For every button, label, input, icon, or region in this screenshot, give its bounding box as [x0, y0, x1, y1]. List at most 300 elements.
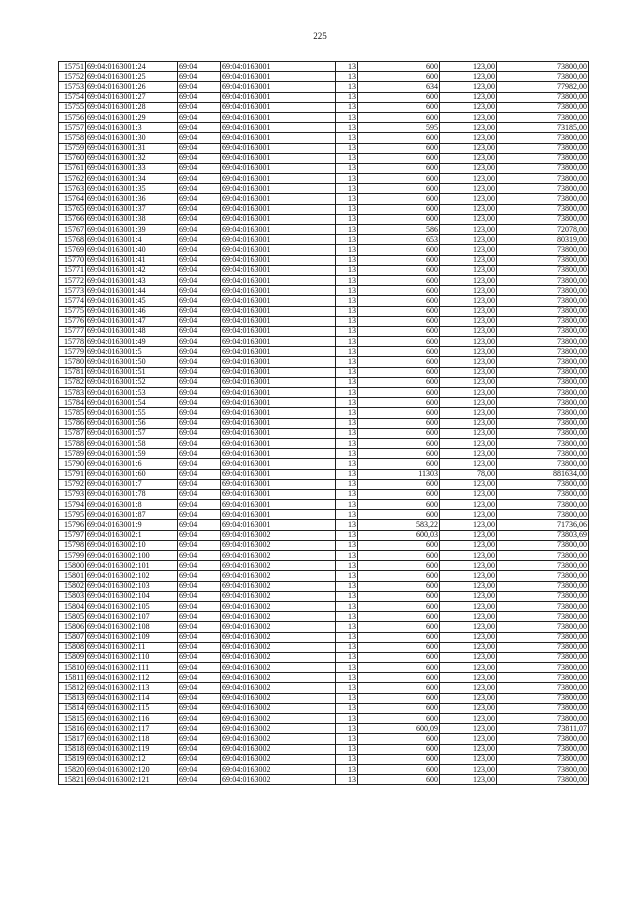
cadastral-block-cell: 69:04:0163001 [221, 225, 336, 235]
specific-value-cell: 123,00 [440, 459, 497, 469]
specific-value-cell: 123,00 [440, 632, 497, 642]
row-number-cell: 15809 [59, 652, 86, 662]
cadastral-block-cell: 69:04:0163002 [221, 632, 336, 642]
cadastral-district-cell: 69:04 [178, 469, 221, 479]
row-number-cell: 15800 [59, 561, 86, 571]
cadastral-value-cell: 73803,69 [497, 530, 589, 540]
cadastral-value-cell: 73800,00 [497, 703, 589, 713]
row-number-cell: 15760 [59, 153, 86, 163]
category-code-cell: 13 [336, 82, 358, 92]
table-row [59, 714, 589, 724]
cadastral-district-cell: 69:04 [178, 591, 221, 601]
cadastral-district-cell: 69:04 [178, 102, 221, 112]
row-number-cell: 15785 [59, 408, 86, 418]
table-row [59, 82, 589, 92]
cadastral-block-cell: 69:04:0163002 [221, 601, 336, 611]
cadastral-number-cell: 69:04:0163001:48 [86, 326, 178, 336]
category-code-cell: 13 [336, 530, 358, 540]
specific-value-cell: 123,00 [440, 642, 497, 652]
cadastral-value-cell: 73800,00 [497, 693, 589, 703]
category-code-cell: 13 [336, 337, 358, 347]
specific-value-cell: 123,00 [440, 306, 497, 316]
specific-value-cell: 123,00 [440, 184, 497, 194]
row-number-cell: 15813 [59, 693, 86, 703]
category-code-cell: 13 [336, 683, 358, 693]
row-number-cell: 15769 [59, 245, 86, 255]
cadastral-district-cell: 69:04 [178, 479, 221, 489]
table-row [59, 520, 589, 530]
cadastral-number-cell: 69:04:0163002:113 [86, 683, 178, 693]
cadastral-district-cell: 69:04 [178, 530, 221, 540]
cadastral-number-cell: 69:04:0163001:40 [86, 245, 178, 255]
category-code-cell: 13 [336, 754, 358, 764]
specific-value-cell: 123,00 [440, 357, 497, 367]
specific-value-cell: 123,00 [440, 591, 497, 601]
cadastral-number-cell: 69:04:0163001:5 [86, 347, 178, 357]
table-row [59, 540, 589, 550]
cadastral-block-cell: 69:04:0163001 [221, 398, 336, 408]
area-cell: 600 [358, 133, 440, 143]
row-number-cell: 15770 [59, 255, 86, 265]
category-code-cell: 13 [336, 275, 358, 285]
row-number-cell: 15754 [59, 92, 86, 102]
table-row [59, 601, 589, 611]
cadastral-value-cell: 73800,00 [497, 500, 589, 510]
area-cell: 11303 [358, 469, 440, 479]
cadastral-value-cell: 80319,00 [497, 235, 589, 245]
category-code-cell: 13 [336, 143, 358, 153]
cadastral-block-cell: 69:04:0163001 [221, 275, 336, 285]
cadastral-district-cell: 69:04 [178, 194, 221, 204]
cadastral-block-cell: 69:04:0163002 [221, 612, 336, 622]
table-row [59, 459, 589, 469]
cadastral-district-cell: 69:04 [178, 632, 221, 642]
cadastral-value-cell: 73800,00 [497, 275, 589, 285]
cadastral-district-cell: 69:04 [178, 123, 221, 133]
cadastral-district-cell: 69:04 [178, 754, 221, 764]
area-cell: 600 [358, 204, 440, 214]
row-number-cell: 15821 [59, 775, 86, 785]
cadastral-number-cell: 69:04:0163001:78 [86, 489, 178, 499]
cadastral-value-cell: 73800,00 [497, 398, 589, 408]
table-row [59, 163, 589, 173]
specific-value-cell: 123,00 [440, 245, 497, 255]
cadastral-district-cell: 69:04 [178, 326, 221, 336]
cadastral-district-cell: 69:04 [178, 388, 221, 398]
cadastral-number-cell: 69:04:0163001:57 [86, 428, 178, 438]
cadastral-value-cell: 73800,00 [497, 428, 589, 438]
table-row [59, 663, 589, 673]
cadastral-number-cell: 69:04:0163001:6 [86, 459, 178, 469]
cadastral-block-cell: 69:04:0163001 [221, 337, 336, 347]
table-row [59, 225, 589, 235]
specific-value-cell: 78,00 [440, 469, 497, 479]
cadastral-number-cell: 69:04:0163001:56 [86, 418, 178, 428]
specific-value-cell: 123,00 [440, 449, 497, 459]
cadastral-value-cell: 73800,00 [497, 72, 589, 82]
row-number-cell: 15775 [59, 306, 86, 316]
specific-value-cell: 123,00 [440, 571, 497, 581]
cadastral-block-cell: 69:04:0163002 [221, 775, 336, 785]
area-cell: 600 [358, 112, 440, 122]
cadastral-number-cell: 69:04:0163001:28 [86, 102, 178, 112]
cadastral-number-cell: 69:04:0163002:111 [86, 663, 178, 673]
specific-value-cell: 123,00 [440, 714, 497, 724]
row-number-cell: 15780 [59, 357, 86, 367]
specific-value-cell: 123,00 [440, 316, 497, 326]
cadastral-block-cell: 69:04:0163002 [221, 714, 336, 724]
row-number-cell: 15791 [59, 469, 86, 479]
area-cell: 600 [358, 479, 440, 489]
category-code-cell: 13 [336, 153, 358, 163]
specific-value-cell: 123,00 [440, 540, 497, 550]
table-row [59, 510, 589, 520]
row-number-cell: 15774 [59, 296, 86, 306]
specific-value-cell: 123,00 [440, 520, 497, 530]
category-code-cell: 13 [336, 235, 358, 245]
cadastral-block-cell: 69:04:0163001 [221, 316, 336, 326]
area-cell: 600 [358, 408, 440, 418]
category-code-cell: 13 [336, 112, 358, 122]
area-cell: 600 [358, 326, 440, 336]
table-row [59, 92, 589, 102]
category-code-cell: 13 [336, 612, 358, 622]
area-cell: 600 [358, 540, 440, 550]
area-cell: 600 [358, 683, 440, 693]
specific-value-cell: 123,00 [440, 764, 497, 774]
cadastral-number-cell: 69:04:0163001:39 [86, 225, 178, 235]
row-number-cell: 15757 [59, 123, 86, 133]
cadastral-value-cell: 73800,00 [497, 286, 589, 296]
cadastral-number-cell: 69:04:0163002:107 [86, 612, 178, 622]
cadastral-number-cell: 69:04:0163002:114 [86, 693, 178, 703]
specific-value-cell: 123,00 [440, 724, 497, 734]
row-number-cell: 15805 [59, 612, 86, 622]
specific-value-cell: 123,00 [440, 82, 497, 92]
table-row [59, 398, 589, 408]
category-code-cell: 13 [336, 642, 358, 652]
area-cell: 600 [358, 489, 440, 499]
cadastral-value-cell: 73800,00 [497, 143, 589, 153]
cadastral-value-cell: 73800,00 [497, 418, 589, 428]
category-code-cell: 13 [336, 388, 358, 398]
cadastral-district-cell: 69:04 [178, 744, 221, 754]
category-code-cell: 13 [336, 225, 358, 235]
area-cell: 600 [358, 184, 440, 194]
specific-value-cell: 123,00 [440, 601, 497, 611]
table-row [59, 652, 589, 662]
specific-value-cell: 123,00 [440, 235, 497, 245]
cadastral-number-cell: 69:04:0163002:112 [86, 673, 178, 683]
cadastral-number-cell: 69:04:0163002:100 [86, 551, 178, 561]
cadastral-number-cell: 69:04:0163001:8 [86, 500, 178, 510]
category-code-cell: 13 [336, 714, 358, 724]
row-number-cell: 15767 [59, 225, 86, 235]
cadastral-district-cell: 69:04 [178, 133, 221, 143]
row-number-cell: 15783 [59, 388, 86, 398]
cadastral-value-cell: 73800,00 [497, 214, 589, 224]
cadastral-number-cell: 69:04:0163001:4 [86, 235, 178, 245]
specific-value-cell: 123,00 [440, 408, 497, 418]
cadastral-block-cell: 69:04:0163002 [221, 734, 336, 744]
cadastral-value-cell: 73185,00 [497, 123, 589, 133]
row-number-cell: 15802 [59, 581, 86, 591]
category-code-cell: 13 [336, 744, 358, 754]
table-row [59, 703, 589, 713]
specific-value-cell: 123,00 [440, 622, 497, 632]
area-cell: 600 [358, 459, 440, 469]
row-number-cell: 15812 [59, 683, 86, 693]
area-cell: 600 [358, 632, 440, 642]
table-row [59, 724, 589, 734]
area-cell: 600 [358, 163, 440, 173]
cadastral-block-cell: 69:04:0163001 [221, 82, 336, 92]
cadastral-number-cell: 69:04:0163001:24 [86, 62, 178, 72]
table-row [59, 133, 589, 143]
cadastral-value-cell: 73800,00 [497, 754, 589, 764]
specific-value-cell: 123,00 [440, 734, 497, 744]
row-number-cell: 15773 [59, 286, 86, 296]
specific-value-cell: 123,00 [440, 479, 497, 489]
specific-value-cell: 123,00 [440, 204, 497, 214]
row-number-cell: 15778 [59, 337, 86, 347]
table-row [59, 275, 589, 285]
category-code-cell: 13 [336, 764, 358, 774]
table-row [59, 337, 589, 347]
cadastral-number-cell: 69:04:0163001:3 [86, 123, 178, 133]
table-row [59, 72, 589, 82]
category-code-cell: 13 [336, 601, 358, 611]
cadastral-number-cell: 69:04:0163001:54 [86, 398, 178, 408]
cadastral-number-cell: 69:04:0163001:41 [86, 255, 178, 265]
cadastral-district-cell: 69:04 [178, 367, 221, 377]
category-code-cell: 13 [336, 92, 358, 102]
cadastral-district-cell: 69:04 [178, 540, 221, 550]
row-number-cell: 15799 [59, 551, 86, 561]
cadastral-block-cell: 69:04:0163001 [221, 62, 336, 72]
cadastral-value-cell: 73800,00 [497, 652, 589, 662]
row-number-cell: 15756 [59, 112, 86, 122]
row-number-cell: 15795 [59, 510, 86, 520]
cadastral-value-cell: 73800,00 [497, 551, 589, 561]
category-code-cell: 13 [336, 62, 358, 72]
cadastral-number-cell: 69:04:0163001:43 [86, 275, 178, 285]
cadastral-block-cell: 69:04:0163002 [221, 591, 336, 601]
category-code-cell: 13 [336, 326, 358, 336]
cadastral-district-cell: 69:04 [178, 612, 221, 622]
table-row [59, 734, 589, 744]
cadastral-block-cell: 69:04:0163001 [221, 449, 336, 459]
row-number-cell: 15782 [59, 377, 86, 387]
area-cell: 600 [358, 754, 440, 764]
cadastral-district-cell: 69:04 [178, 82, 221, 92]
cadastral-district-cell: 69:04 [178, 622, 221, 632]
cadastral-block-cell: 69:04:0163002 [221, 540, 336, 550]
area-cell: 600 [358, 601, 440, 611]
cadastral-number-cell: 69:04:0163002:11 [86, 642, 178, 652]
table-row [59, 143, 589, 153]
specific-value-cell: 123,00 [440, 673, 497, 683]
row-number-cell: 15789 [59, 449, 86, 459]
table-row [59, 357, 589, 367]
category-code-cell: 13 [336, 204, 358, 214]
table-row [59, 112, 589, 122]
area-cell: 600 [358, 367, 440, 377]
cadastral-district-cell: 69:04 [178, 438, 221, 448]
cadastral-district-cell: 69:04 [178, 408, 221, 418]
table-row [59, 530, 589, 540]
cadastral-number-cell: 69:04:0163002:109 [86, 632, 178, 642]
cadastral-district-cell: 69:04 [178, 255, 221, 265]
category-code-cell: 13 [336, 693, 358, 703]
cadastral-block-cell: 69:04:0163001 [221, 245, 336, 255]
cadastral-block-cell: 69:04:0163002 [221, 703, 336, 713]
cadastral-number-cell: 69:04:0163002:1 [86, 530, 178, 540]
row-number-cell: 15798 [59, 540, 86, 550]
cadastral-value-cell: 73800,00 [497, 204, 589, 214]
cadastral-value-cell: 73800,00 [497, 775, 589, 785]
cadastral-number-cell: 69:04:0163001:30 [86, 133, 178, 143]
cadastral-block-cell: 69:04:0163001 [221, 265, 336, 275]
row-number-cell: 15817 [59, 734, 86, 744]
area-cell: 600 [358, 153, 440, 163]
category-code-cell: 13 [336, 357, 358, 367]
cadastral-value-cell: 73800,00 [497, 612, 589, 622]
category-code-cell: 13 [336, 72, 358, 82]
cadastral-district-cell: 69:04 [178, 489, 221, 499]
cadastral-block-cell: 69:04:0163001 [221, 153, 336, 163]
table-row [59, 286, 589, 296]
cadastral-district-cell: 69:04 [178, 306, 221, 316]
table-row [59, 754, 589, 764]
area-cell: 600,09 [358, 724, 440, 734]
area-cell: 600 [358, 551, 440, 561]
cadastral-value-cell: 73800,00 [497, 245, 589, 255]
cadastral-district-cell: 69:04 [178, 337, 221, 347]
row-number-cell: 15814 [59, 703, 86, 713]
cadastral-district-cell: 69:04 [178, 428, 221, 438]
table-row [59, 632, 589, 642]
area-cell: 600 [358, 703, 440, 713]
category-code-cell: 13 [336, 418, 358, 428]
cadastral-district-cell: 69:04 [178, 551, 221, 561]
cadastral-number-cell: 69:04:0163002:118 [86, 734, 178, 744]
table-row [59, 500, 589, 510]
cadastral-value-cell: 73800,00 [497, 367, 589, 377]
row-number-cell: 15815 [59, 714, 86, 724]
cadastral-value-cell: 73800,00 [497, 489, 589, 499]
category-code-cell: 13 [336, 306, 358, 316]
row-number-cell: 15810 [59, 663, 86, 673]
area-cell: 600 [358, 377, 440, 387]
row-number-cell: 15776 [59, 316, 86, 326]
specific-value-cell: 123,00 [440, 530, 497, 540]
table-row [59, 683, 589, 693]
row-number-cell: 15788 [59, 438, 86, 448]
specific-value-cell: 123,00 [440, 612, 497, 622]
area-cell: 600,03 [358, 530, 440, 540]
cadastral-block-cell: 69:04:0163001 [221, 123, 336, 133]
specific-value-cell: 123,00 [440, 174, 497, 184]
cadastral-number-cell: 69:04:0163001:34 [86, 174, 178, 184]
cadastral-number-cell: 69:04:0163002:102 [86, 571, 178, 581]
cadastral-value-cell: 73800,00 [497, 174, 589, 184]
row-number-cell: 15762 [59, 174, 86, 184]
category-code-cell: 13 [336, 133, 358, 143]
cadastral-number-cell: 69:04:0163001:33 [86, 163, 178, 173]
cadastral-district-cell: 69:04 [178, 398, 221, 408]
category-code-cell: 13 [336, 163, 358, 173]
cadastral-value-cell: 73800,00 [497, 62, 589, 72]
cadastral-district-cell: 69:04 [178, 703, 221, 713]
cadastral-district-cell: 69:04 [178, 418, 221, 428]
area-cell: 600 [358, 561, 440, 571]
cadastral-block-cell: 69:04:0163001 [221, 143, 336, 153]
category-code-cell: 13 [336, 581, 358, 591]
row-number-cell: 15771 [59, 265, 86, 275]
table-row [59, 265, 589, 275]
row-number-cell: 15755 [59, 102, 86, 112]
cadastral-block-cell: 69:04:0163001 [221, 500, 336, 510]
cadastral-value-cell: 73800,00 [497, 133, 589, 143]
cadastral-value-cell: 77982,00 [497, 82, 589, 92]
row-number-cell: 15768 [59, 235, 86, 245]
cadastral-district-cell: 69:04 [178, 296, 221, 306]
cadastral-value-cell: 73800,00 [497, 357, 589, 367]
cadastral-number-cell: 69:04:0163002:108 [86, 622, 178, 632]
specific-value-cell: 123,00 [440, 163, 497, 173]
category-code-cell: 13 [336, 347, 358, 357]
row-number-cell: 15786 [59, 418, 86, 428]
category-code-cell: 13 [336, 377, 358, 387]
cadastral-value-cell: 73800,00 [497, 459, 589, 469]
cadastral-block-cell: 69:04:0163001 [221, 347, 336, 357]
cadastral-number-cell: 69:04:0163002:105 [86, 601, 178, 611]
area-cell: 600 [358, 316, 440, 326]
cadastral-value-cell: 73800,00 [497, 510, 589, 520]
cadastral-value-table [58, 61, 589, 785]
cadastral-district-cell: 69:04 [178, 163, 221, 173]
cadastral-number-cell: 69:04:0163001:47 [86, 316, 178, 326]
specific-value-cell: 123,00 [440, 438, 497, 448]
cadastral-value-cell: 73800,00 [497, 255, 589, 265]
specific-value-cell: 123,00 [440, 153, 497, 163]
row-number-cell: 15758 [59, 133, 86, 143]
specific-value-cell: 123,00 [440, 326, 497, 336]
cadastral-number-cell: 69:04:0163002:101 [86, 561, 178, 571]
specific-value-cell: 123,00 [440, 102, 497, 112]
category-code-cell: 13 [336, 724, 358, 734]
table-row [59, 479, 589, 489]
table-row [59, 408, 589, 418]
specific-value-cell: 123,00 [440, 286, 497, 296]
specific-value-cell: 123,00 [440, 418, 497, 428]
specific-value-cell: 123,00 [440, 428, 497, 438]
category-code-cell: 13 [336, 622, 358, 632]
cadastral-value-cell: 73811,07 [497, 724, 589, 734]
specific-value-cell: 123,00 [440, 510, 497, 520]
specific-value-cell: 123,00 [440, 296, 497, 306]
table-row [59, 388, 589, 398]
cadastral-value-cell: 73800,00 [497, 591, 589, 601]
area-cell: 600 [358, 265, 440, 275]
cadastral-value-cell: 73800,00 [497, 153, 589, 163]
cadastral-value-cell: 73800,00 [497, 296, 589, 306]
specific-value-cell: 123,00 [440, 367, 497, 377]
cadastral-district-cell: 69:04 [178, 683, 221, 693]
category-code-cell: 13 [336, 479, 358, 489]
cadastral-number-cell: 69:04:0163001:38 [86, 214, 178, 224]
